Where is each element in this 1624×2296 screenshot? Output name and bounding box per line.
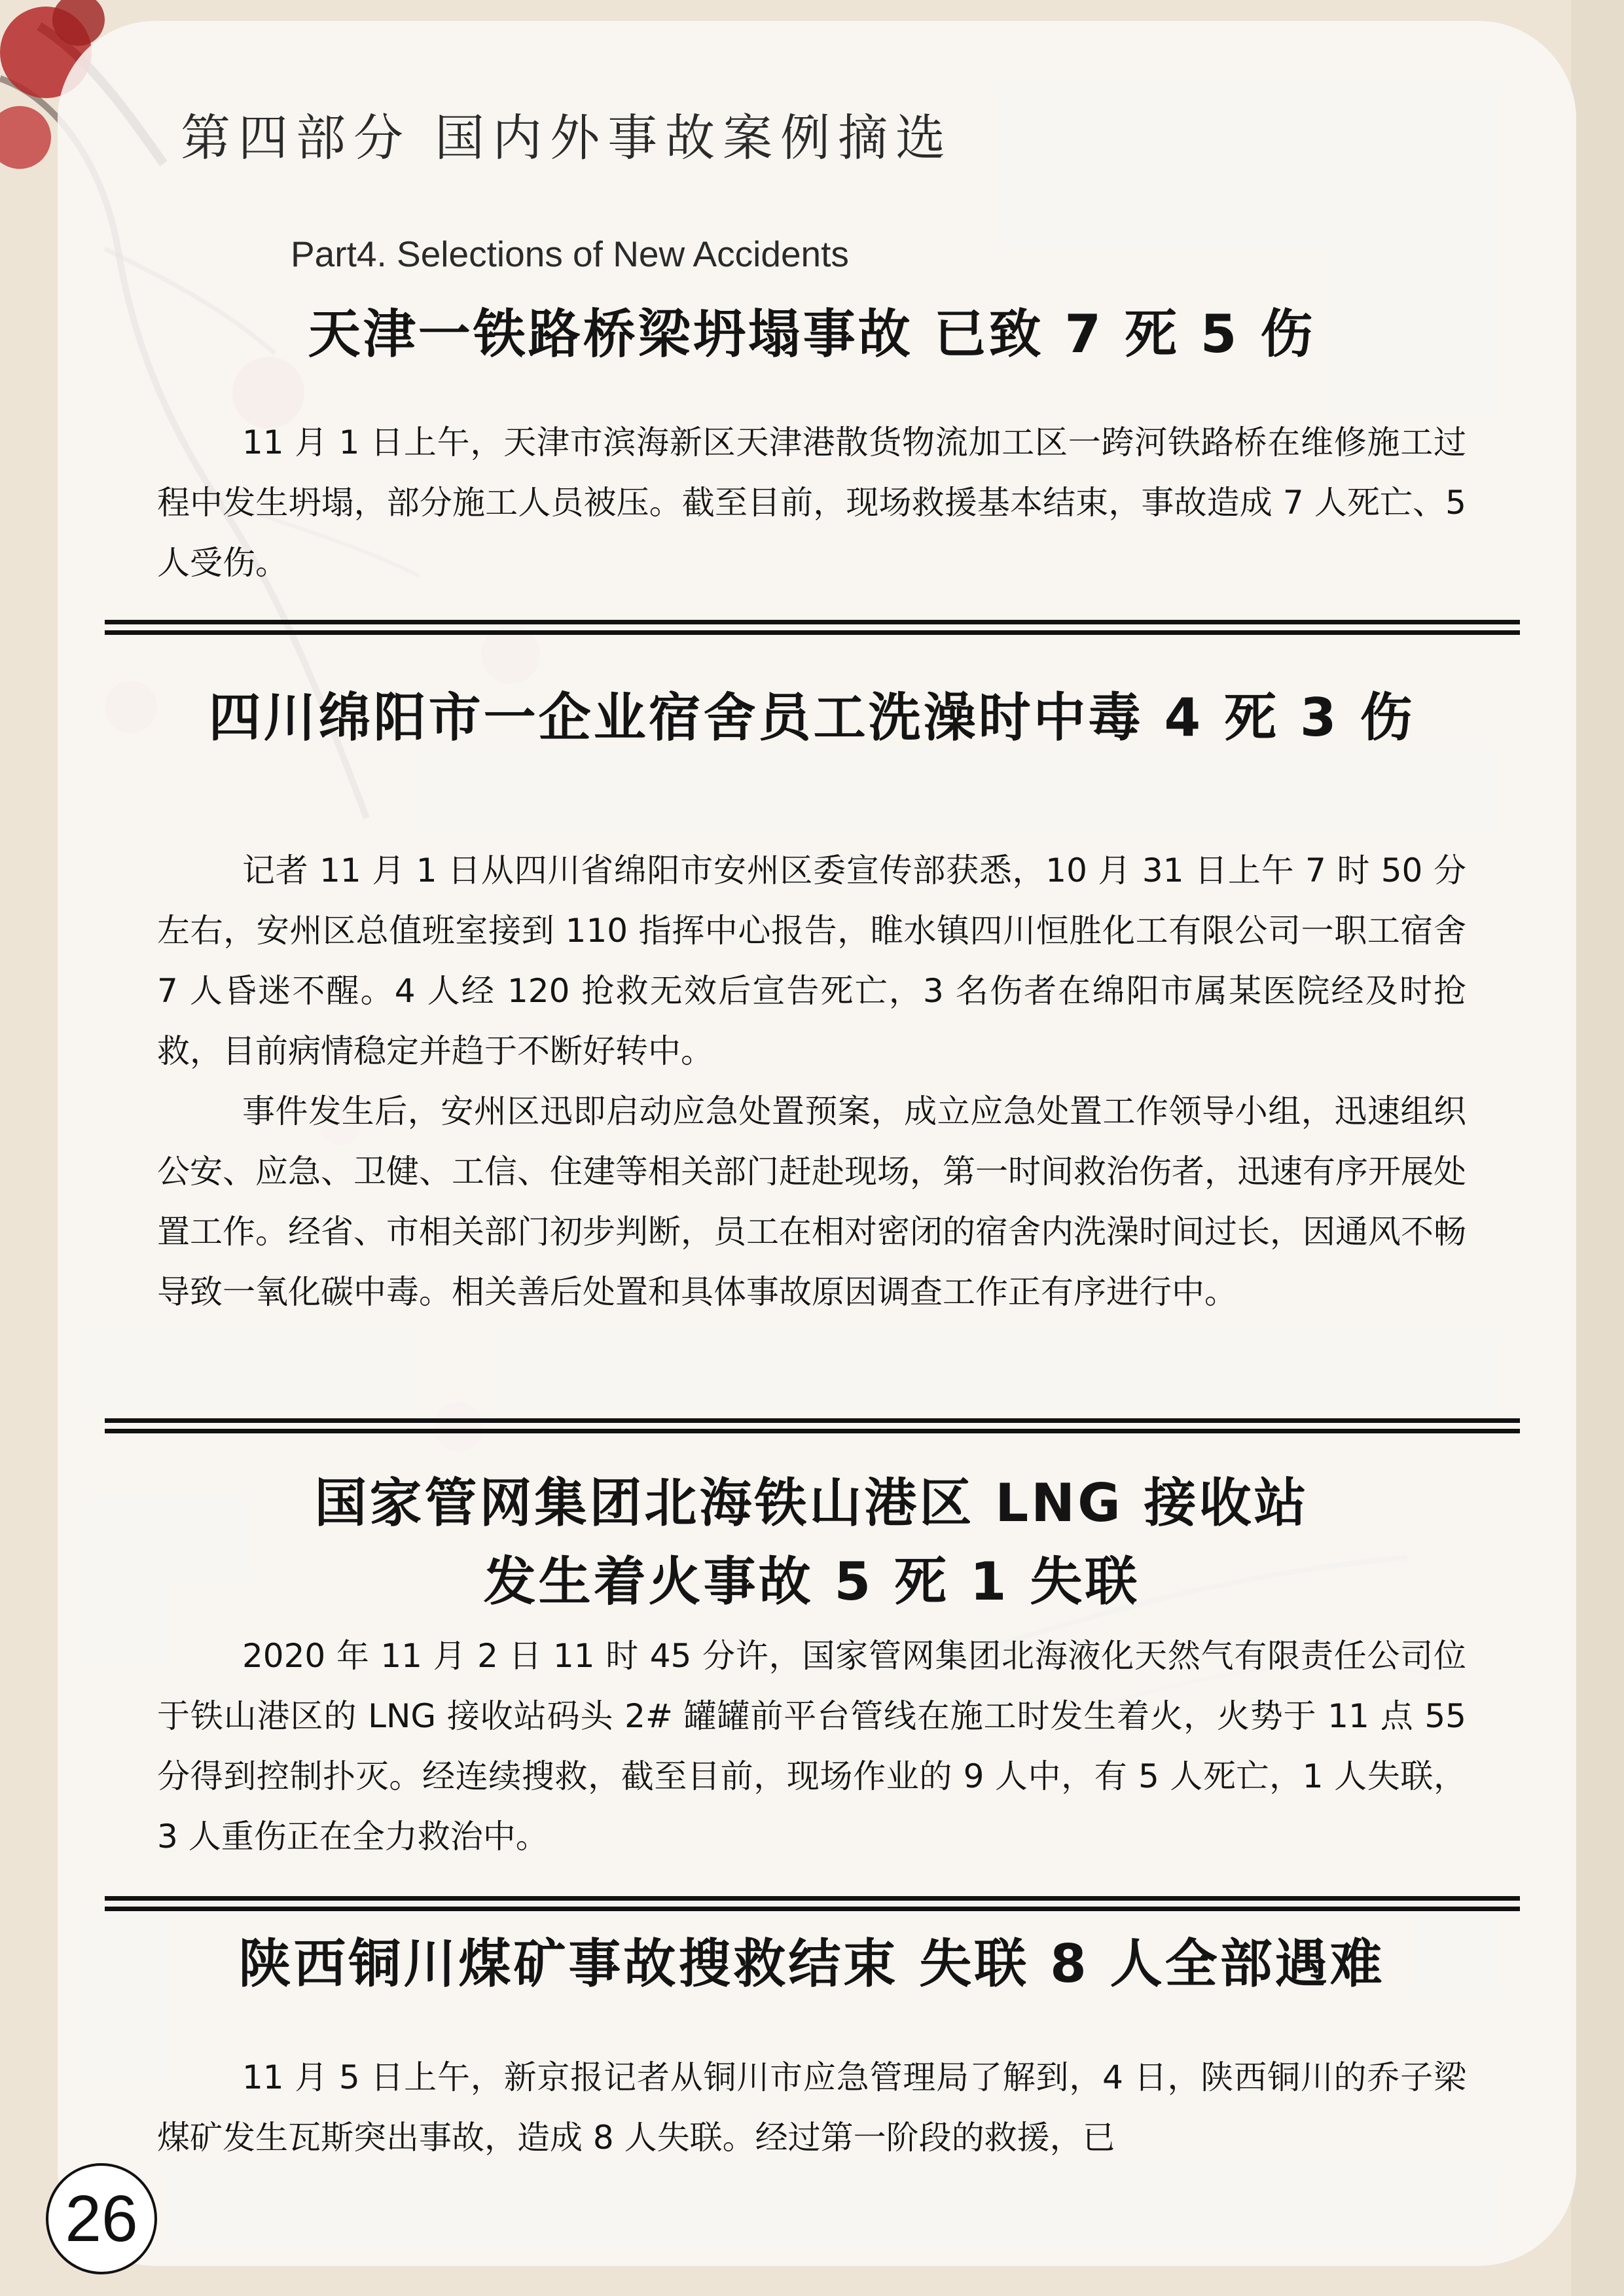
article-headline-tianjin: 天津一铁路桥梁坍塌事故 已致 7 死 5 伤 <box>308 304 1316 365</box>
article-paragraph: 11 月 1 日上午，天津市滨海新区天津港散货物流加工区一跨河铁路桥在维修施工过程中发生坍塌，部分施工人员被压。截至目前，现场救援基本结束，事故造成 7 人死亡、5 人受伤。 <box>157 423 1466 582</box>
article-paragraph: 记者 11 月 1 日从四川省绵阳市安州区委宣传部获悉，10 月 31 日上午 7 时 50 分左右，安州区总值班室接到 110 指挥中心报告，睢水镇四川恒胜化工有限公司一职工宿舍 7 人昏迷不醒。4 人经 120 抢救无效后宣告死亡，3 名伤者在绵阳市属某医院经及时抢救，目前病情稳定并趋于不断好转中。 <box>157 852 1466 1070</box>
section-divider <box>105 1418 1520 1433</box>
page-number: 26 <box>46 2163 157 2274</box>
article-headline-beihai-line1: 国家管网集团北海铁山港区 LNG 接收站 <box>314 1473 1309 1534</box>
section-divider <box>105 620 1520 635</box>
article-headline-beihai-line2: 发生着火事故 5 死 1 失联 <box>483 1551 1140 1612</box>
article-paragraph: 2020 年 11 月 2 日 11 时 45 分许，国家管网集团北海液化天然气有限责任公司位于铁山港区的 LNG 接收站码头 2# 罐罐前平台管线在施工时发生着火，火势于 11 点 55 分得到控制扑灭。经连续搜救，截至目前，现场作业的 9 人中，有 5 人死亡，1 人失联，3 人重伤正在全力救治中。 <box>157 1637 1466 1856</box>
part-title: 第四部分 国内外事故案例摘选 <box>181 109 954 167</box>
article-paragraph: 11 月 5 日上午，新京报记者从铜川市应急管理局了解到，4 日，陕西铜川的乔子梁煤矿发生瓦斯突出事故，造成 8 人失联。经过第一阶段的救援，已 <box>157 2058 1466 2157</box>
article-headline-sichuan: 四川绵阳市一企业宿舍员工洗澡时中毒 4 死 3 伤 <box>208 687 1415 748</box>
section-divider <box>105 1896 1520 1911</box>
article-headline-tongchuan: 陕西铜川煤矿事故搜救结束 失联 8 人全部遇难 <box>238 1933 1385 1994</box>
article-paragraph: 事件发生后，安州区迅即启动应急处置预案，成立应急处置工作领导小组，迅速组织公安、应急、卫健、工信、住建等相关部门赶赴现场，第一时间救治伤者，迅速有序开展处置工作。经省、市相关部门初步判断，员工在相对密闭的宿舍内洗澡时间过长，因通风不畅导致一氧化碳中毒。相关善后处置和具体事故原因调查工作正有序进行中。 <box>157 1092 1466 1311</box>
part-subtitle: Part4. Selections of New Accidents <box>291 234 849 274</box>
